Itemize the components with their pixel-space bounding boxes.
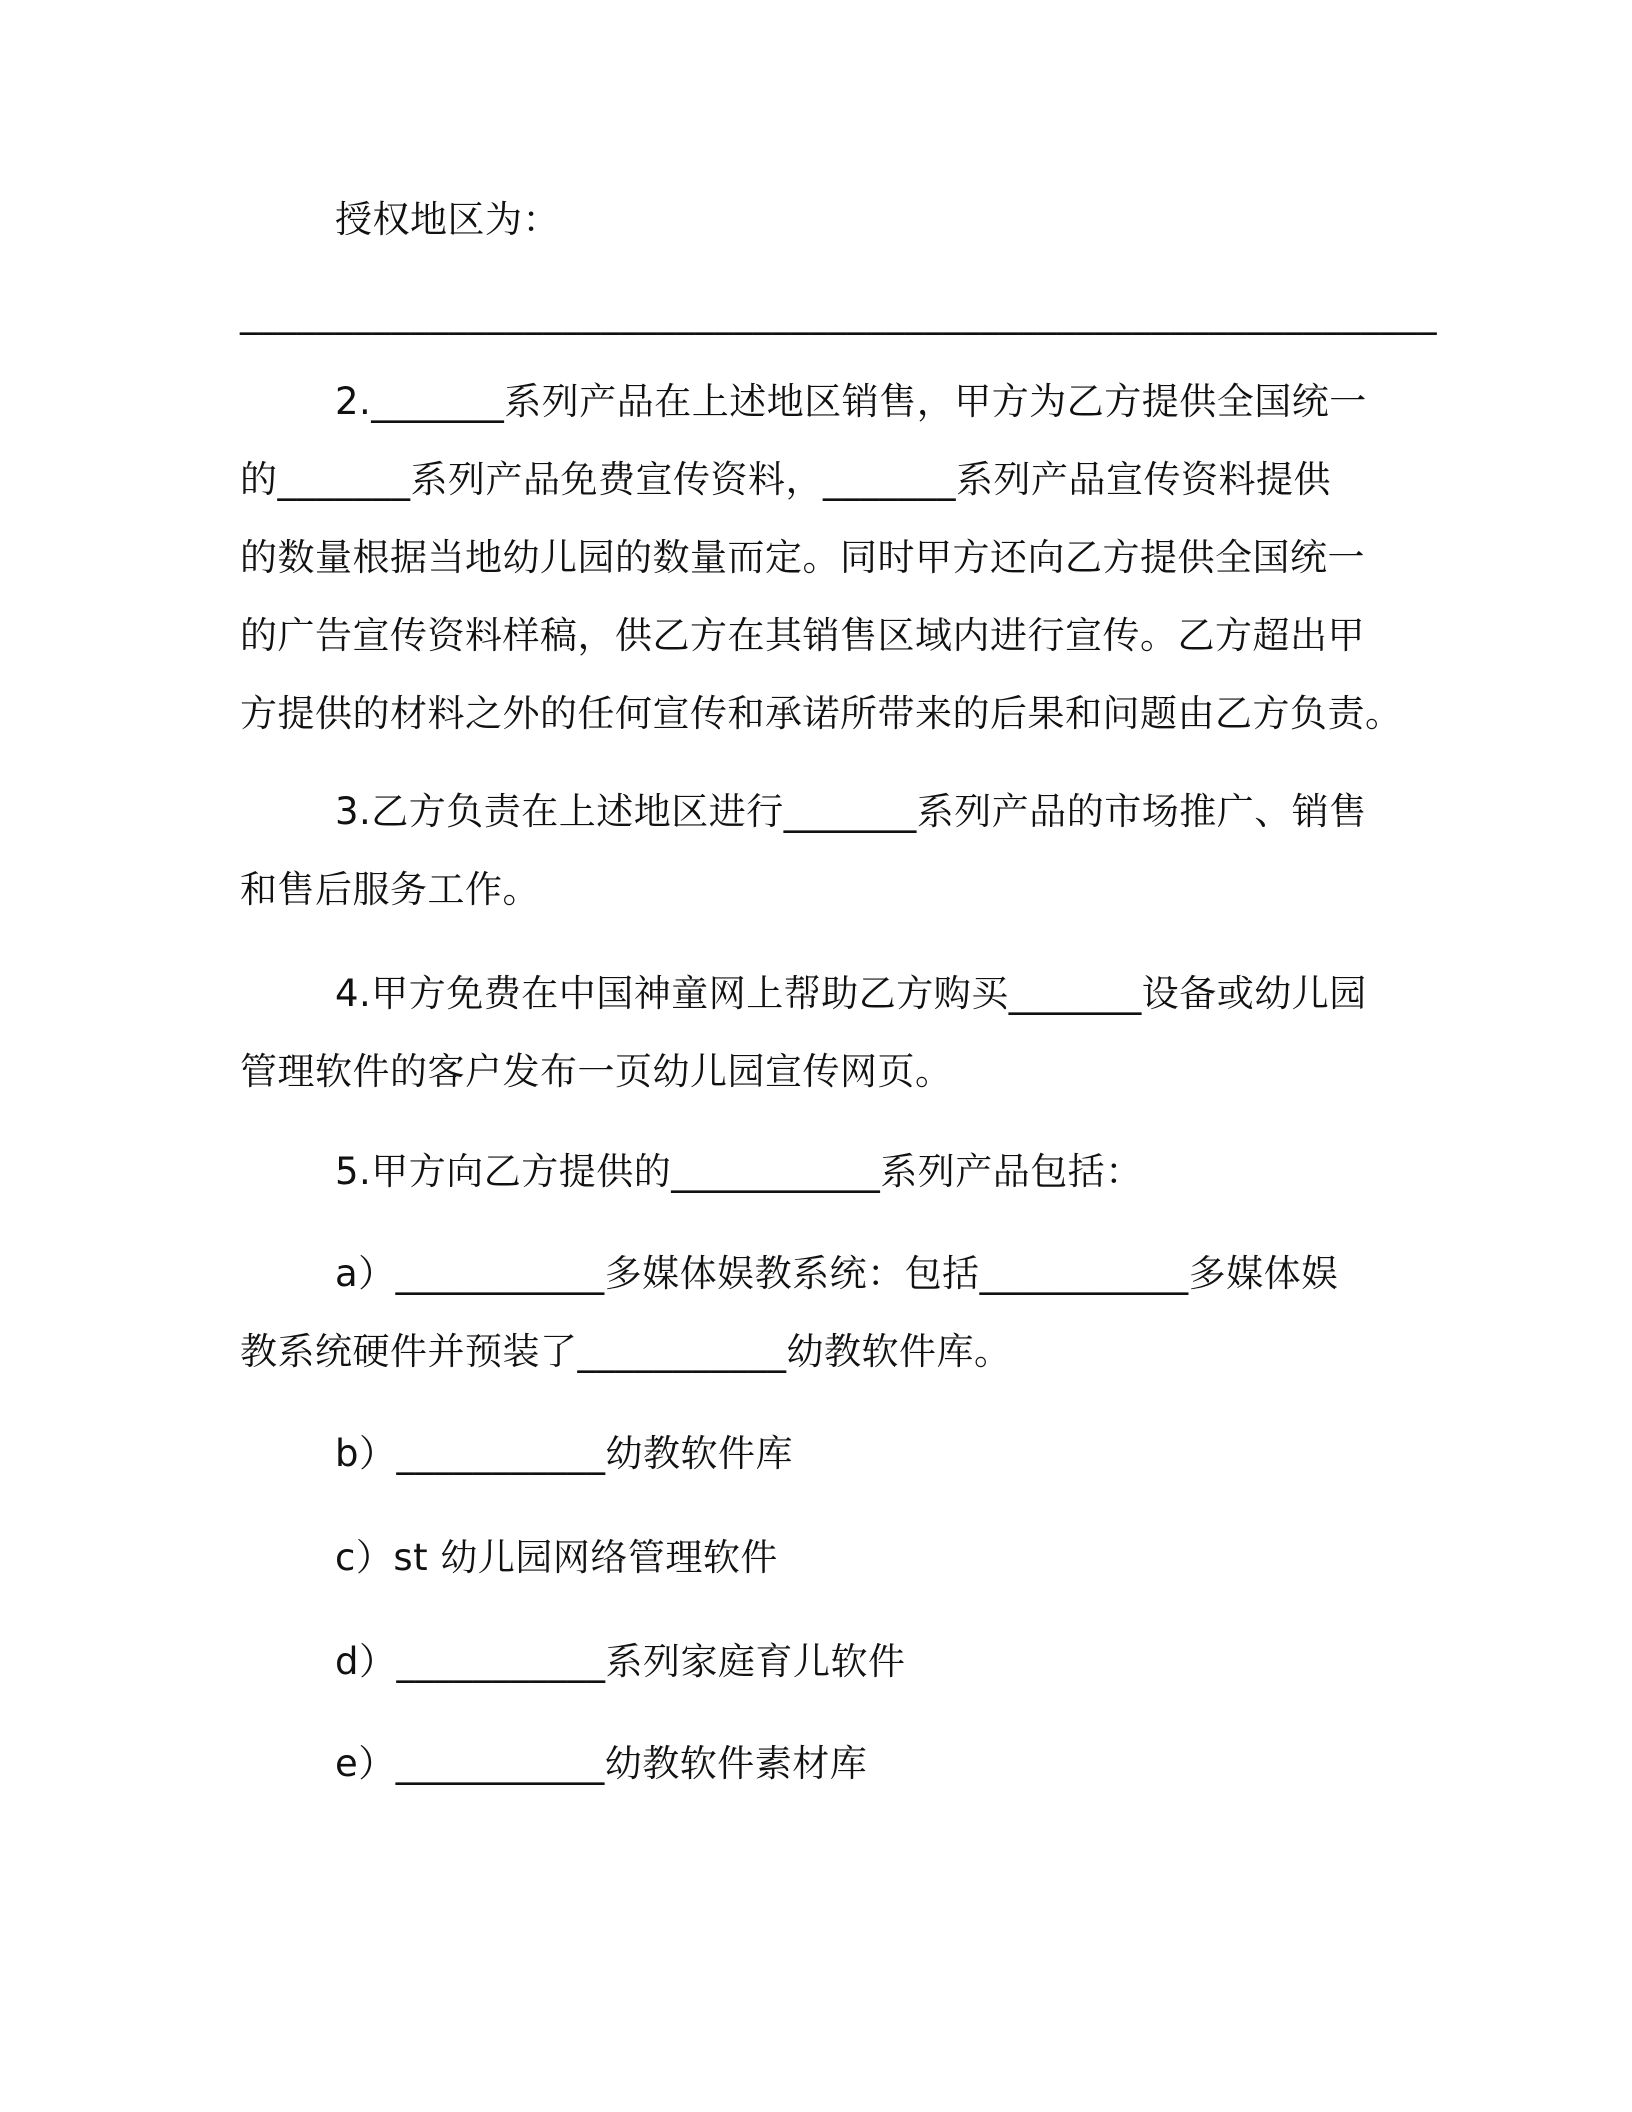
text-line: 和售后服务工作。 bbox=[240, 868, 540, 911]
list-item: c）st 幼儿园网络管理软件 bbox=[335, 1536, 778, 1579]
text-line: 的_______系列产品免费宣传资料，_______系列产品宣传资料提供 bbox=[240, 458, 1331, 501]
text-line: a）___________多媒体娱教系统：包括___________多媒体娱 bbox=[335, 1252, 1339, 1295]
text-line: 管理软件的客户发布一页幼儿园宣传网页。 bbox=[240, 1050, 953, 1093]
list-item: b）___________幼教软件库 bbox=[335, 1432, 793, 1475]
list-item: e）___________幼教软件素材库 bbox=[335, 1742, 868, 1785]
text-line: 的数量根据当地幼儿园的数量而定。同时甲方还向乙方提供全国统一 bbox=[240, 536, 1365, 579]
text-line: 授权地区为： bbox=[335, 198, 560, 241]
text-line: 2._______系列产品在上述地区销售，甲方为乙方提供全国统一 bbox=[335, 380, 1367, 423]
blank-underline: _______________________________________________________________ bbox=[240, 292, 1437, 335]
list-item: d）___________系列家庭育儿软件 bbox=[335, 1640, 906, 1683]
text-line: 4.甲方免费在中国神童网上帮助乙方购买_______设备或幼儿园 bbox=[335, 972, 1367, 1015]
text-line: 方提供的材料之外的任何宣传和承诺所带来的后果和问题由乙方负责。 bbox=[240, 692, 1403, 735]
text-line: 3.乙方负责在上述地区进行_______系列产品的市场推广、销售 bbox=[335, 790, 1367, 833]
text-line: 的广告宣传资料样稿，供乙方在其销售区域内进行宣传。乙方超出甲 bbox=[240, 614, 1365, 657]
text-line: 教系统硬件并预装了___________幼教软件库。 bbox=[240, 1330, 1012, 1373]
text-line: 5.甲方向乙方提供的___________系列产品包括： bbox=[335, 1150, 1143, 1193]
